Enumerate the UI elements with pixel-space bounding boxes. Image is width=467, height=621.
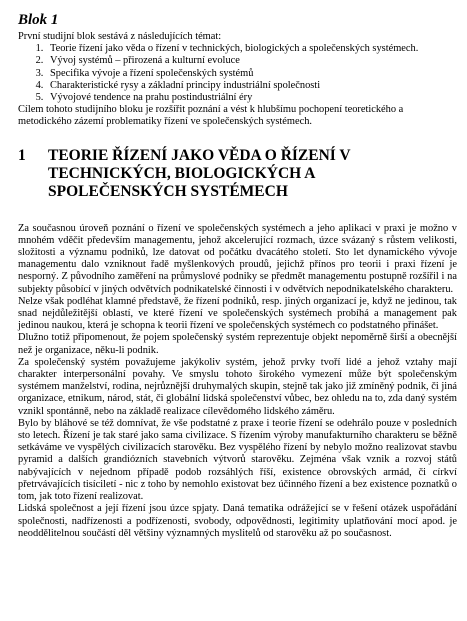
paragraph: Dlužno totiž připomenout, že pojem společenský systém reprezentuje objekt nepoměrně širší a obecnější než je organizace, něku-li podnik. <box>18 332 457 356</box>
topic-item: 1. Teorie řízení jako věda o řízení v technických, biologických a společenských systémech. <box>46 43 457 55</box>
block-title: Blok 1 <box>18 12 59 28</box>
aim-text: Cílem tohoto studijního bloku je rozšířit poznání a vést k hlubšímu pochopení teoretického a metodického zázemí problematiky řízení ve společenských systémech. <box>18 104 404 128</box>
chapter-number: 1 <box>18 146 26 164</box>
topic-list <box>18 43 457 104</box>
intro-text: První studijní blok sestává z následujících témat: <box>18 31 222 42</box>
paragraph: Bylo by bláhové se též domnívat, že vše podstatné z praxe i teorie řízení se odehrálo pouze v posledních sto letech. Řízení je tak staré jako sama civilizace. S řízením výroby manufakturního charakteru se běžně setkáváme ve vyspělých civilizacích starověku. Bez vyspělého řízení by nebylo možno realizovat stavbu pyramid a dalších grandiózních stavebních výtvorů starověku. Zejména však vznik a rozvoj států nabývajících v nejednom případě podob rozsáhlých říší, existence obrovských armád, či církví přetrvávajících tisíciletí - nic z toho by nemohlo existovat bez účinného řízení a bez existence poznatků o tom, jak toto řízení realizovat. <box>18 417 457 503</box>
paragraph: Lidská společnost a její řízení jsou úzce spjaty. Daná tematika odrážející se v řešení otázek uspořádání společnosti, nadřízenosti a podřízenosti, svobody, odpovědnosti, legitimity uplatňování mocí apod. je neoddělitelnou součástí děl většiny významných myslitelů od starověku až po současnost. <box>18 503 457 539</box>
topic-item: 5. Vývojové tendence na prahu postindustriální éry <box>46 92 457 104</box>
paragraph: Za současnou úroveň poznání o řízení ve společenských systémech a jeho aplikaci v praxi je možno v mnohém vděčit především managementu, jehož akcelerující rozmach, úzce svázaný s růstem velikosti, složitosti a významu podniků, lze datovat od počátku dvacátého století. Sto let dynamického vývoje managementu dalo vzniknout řadě myšlenkových proudů, jejichž přínos pro teorii i praxi řízení je nesporný. Z původního zaměření na průmyslové podniky se předmět managementu postupně rozšířil i na subjekty působící v jiných odvětvích podnikatelské činnosti i v odvětvích nepodnikatelského charakteru. <box>18 222 457 295</box>
topic-item: 2. Vývoj systémů – přirozená a kulturní evoluce <box>46 55 457 67</box>
chapter-title: TEORIE ŘÍZENÍ JAKO VĚDA O ŘÍZENÍ V TECHNICKÝCH, BIOLOGICKÝCH A SPOLEČENSKÝCH SYSTÉMECH <box>48 146 351 200</box>
topic-item: 4. Charakteristické rysy a základní principy industriální společnosti <box>46 80 457 92</box>
paragraph: Za společenský systém považujeme jakýkoliv systém, jehož prvky tvoří lidé a jehož vztahy mají charakter interpersonální povahy. Ve smyslu tohoto širokého vymezení může být společenským systémem manželství, rodina, nejrůznější druhymalých skupin, stejně tak jako již zmíněný podnik, či jiná organizace, etnikum, národ, stát, či globální lidská společenství vůbec, bez ohledu na to, zda daný systém vznikl spontánně, nebo na základě realizace cílevědomého lidského záměru. <box>18 356 457 417</box>
topic-item: 3. Specifika vývoje a řízení společenských systémů <box>46 68 457 80</box>
paragraph: Nelze však podléhat klamné představě, že řízení podniků, resp. jiných organizací je, když ne jedinou, tak snad nejdůležitější oblastí, ve které řízení ve společenských systémech probíhá a management pak jedinou naukou, která je schopna k teorii řízení ve společenských systémech co podstatného přinášet. <box>18 295 457 332</box>
chapter-heading <box>18 147 457 201</box>
